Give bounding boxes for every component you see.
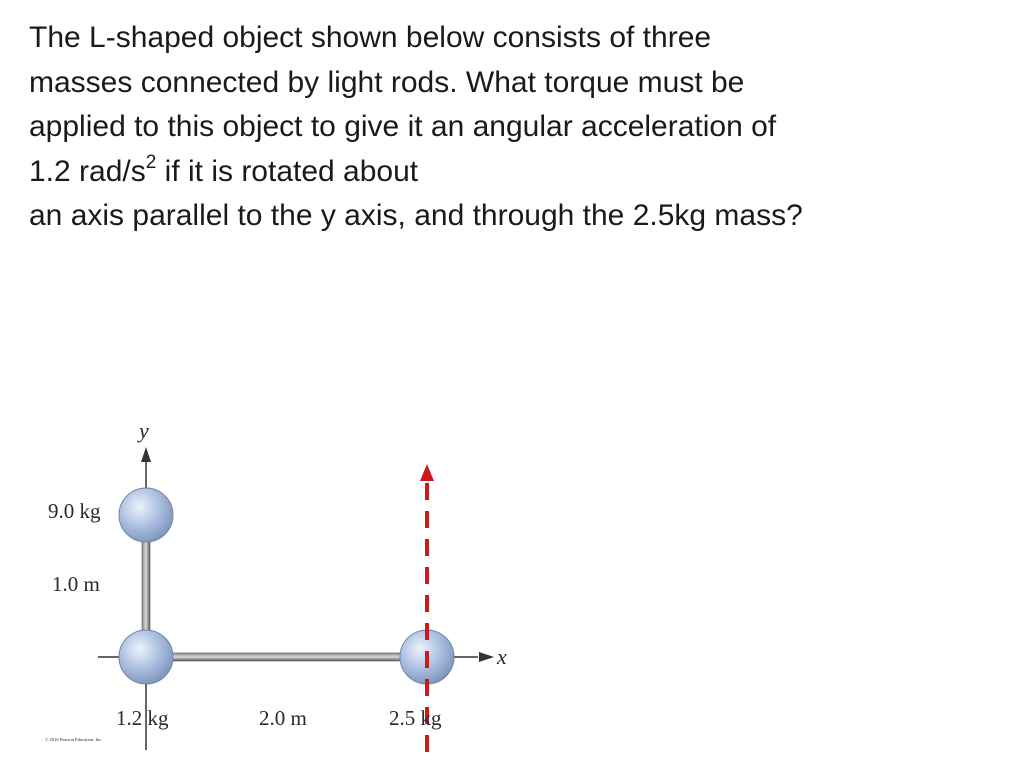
x-axis-label: x [497,644,507,669]
question-line-1: The L-shaped object shown below consists of three [29,21,712,54]
horizontal-rod-length-label: 2.0 m [259,706,307,730]
question-line-4-text: 1.2 rad/s [29,154,146,188]
question-line-5: an axis parallel to the y axis, and through the 2.5kg mass? [29,199,803,232]
question-line-2: masses connected by light rods. What torque must be [29,65,745,99]
x-axis-arrowhead [479,652,494,662]
y-axis-arrowhead [141,447,151,462]
mass-1-2kg [119,630,173,684]
mass-2-5kg-label: 2.5 kg [389,706,442,730]
exponent-superscript: 2 [145,151,157,173]
mass-9kg-label: 9.0 kg [48,499,101,523]
question-line-4-rest: if it is rotated about [156,154,419,188]
horizontal-rod [146,653,427,661]
vertical-rod-length-label: 1.0 m [52,572,100,596]
mass-1-2kg-label: 1.2 kg [116,706,169,730]
y-axis-label: y [139,418,149,443]
rotation-axis-arrowhead [420,464,434,481]
question-line-3: applied to this object to give it an angular acceleration of [29,110,777,143]
mass-9kg [119,488,173,542]
copyright-note: © 2010 Pearson Education, Inc. [45,737,103,742]
